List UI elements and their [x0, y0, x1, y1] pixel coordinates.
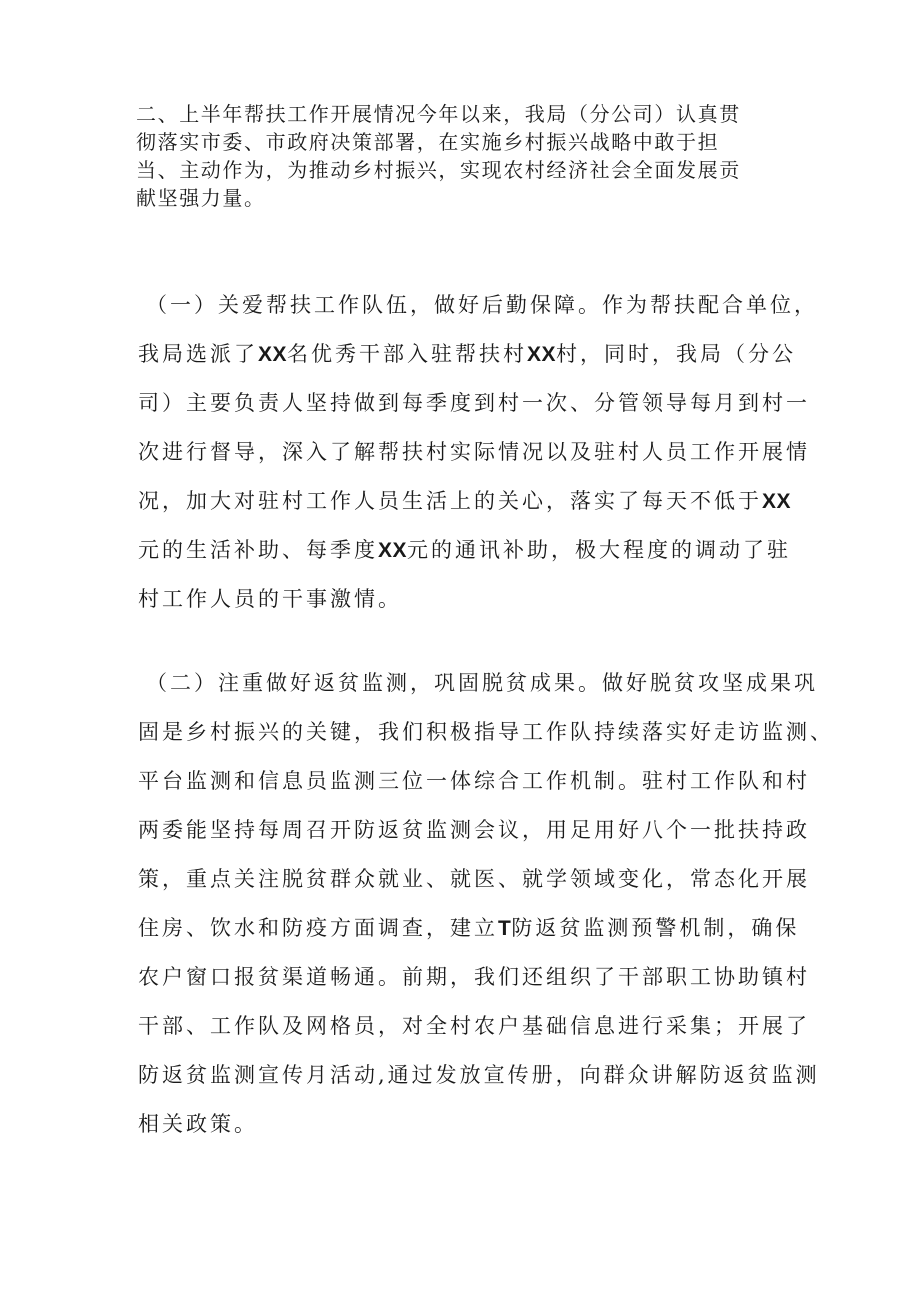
text-run: 防返贫监测预警机制，确保 — [511, 916, 800, 940]
section-one-heading-line: （一）关爱帮扶工作队伍，做好后勤保障。作为帮扶配合单位， — [146, 293, 818, 317]
section-one-line — [138, 526, 818, 575]
placeholder-xx: XX — [258, 343, 288, 366]
section-two-line — [138, 904, 834, 953]
section-two-line: 平台监测和信息员监测三位一体综合工作机制。驻村工作队和村 — [138, 769, 810, 793]
text-run: 元的生活补助、每季度 — [138, 538, 378, 562]
text-run: 况，加大对驻村工作人员生活上的关心，落实了每天不低于 — [138, 489, 762, 513]
text-run: 村，同时，我局（分公 — [556, 342, 797, 366]
section-two-line: 农户窗口报贫渠道畅通。前期，我们还组织了干部职工协助镇村 — [138, 965, 810, 989]
section-one-line: 村工作人员的干事激情。 — [138, 587, 402, 611]
intro-paragraph — [136, 100, 741, 212]
section-one-line: 次进行督导，深入了解帮扶村实际情况以及驻村人员工作开展情 — [138, 440, 810, 464]
text-run: 住房、饮水和防疫方面调查，建立 — [138, 916, 498, 940]
section-two-line: 两委能坚持每周召开防返贫监测会议，用足用好八个一批扶持政 — [138, 818, 810, 842]
intro-line: 彻落实市委、市政府决策部署，在实施乡村振兴战略中敢于担 — [136, 130, 720, 154]
section-one-line: 司）主要负责人坚持做到每季度到村一次、分管领导每月到村一 — [138, 391, 810, 415]
placeholder-xx: XX — [762, 490, 792, 513]
intro-line: 献坚强力量。 — [136, 186, 266, 210]
section-two-heading-line: （二）注重做好返贫监测，巩固脱贫成果。做好脱贫攻坚成果巩 — [146, 671, 818, 695]
section-two-line: 干部、工作队及网格员，对全村农户基础信息进行采集；开展了 — [138, 1014, 810, 1038]
section-one-paragraph — [138, 281, 818, 624]
section-two-line: 策，重点关注脱贫群众就业、就医、就学领域变化，常态化开展 — [138, 867, 810, 891]
text-run: 名优秀干部入驻帮扶村 — [287, 342, 528, 366]
section-two-line: 防返贫监测宣传月活动,通过发放宣传册，向群众讲解防返贫监测 — [138, 1063, 820, 1087]
placeholder-xx: XX — [378, 539, 408, 562]
text-run: 我局选派了 — [138, 342, 258, 366]
intro-line: 当、主动作为，为推动乡村振兴，实现农村经济社会全面发展贡 — [136, 158, 741, 182]
placeholder-xx: XX — [527, 343, 557, 366]
placeholder-t: T — [498, 917, 512, 940]
intro-line: 二、上半年帮扶工作开展情况今年以来，我局（分公司）认真贯 — [136, 102, 741, 126]
section-one-line — [138, 330, 818, 379]
section-two-line: 相关政策。 — [138, 1112, 258, 1136]
text-run: 元的通讯补助，极大程度的调动了驻 — [407, 538, 792, 562]
section-one-line — [138, 477, 818, 526]
section-two-line: 固是乡村振兴的关键，我们积极指导工作队持续落实好走访监测、 — [138, 720, 834, 744]
section-two-paragraph — [138, 659, 834, 1149]
